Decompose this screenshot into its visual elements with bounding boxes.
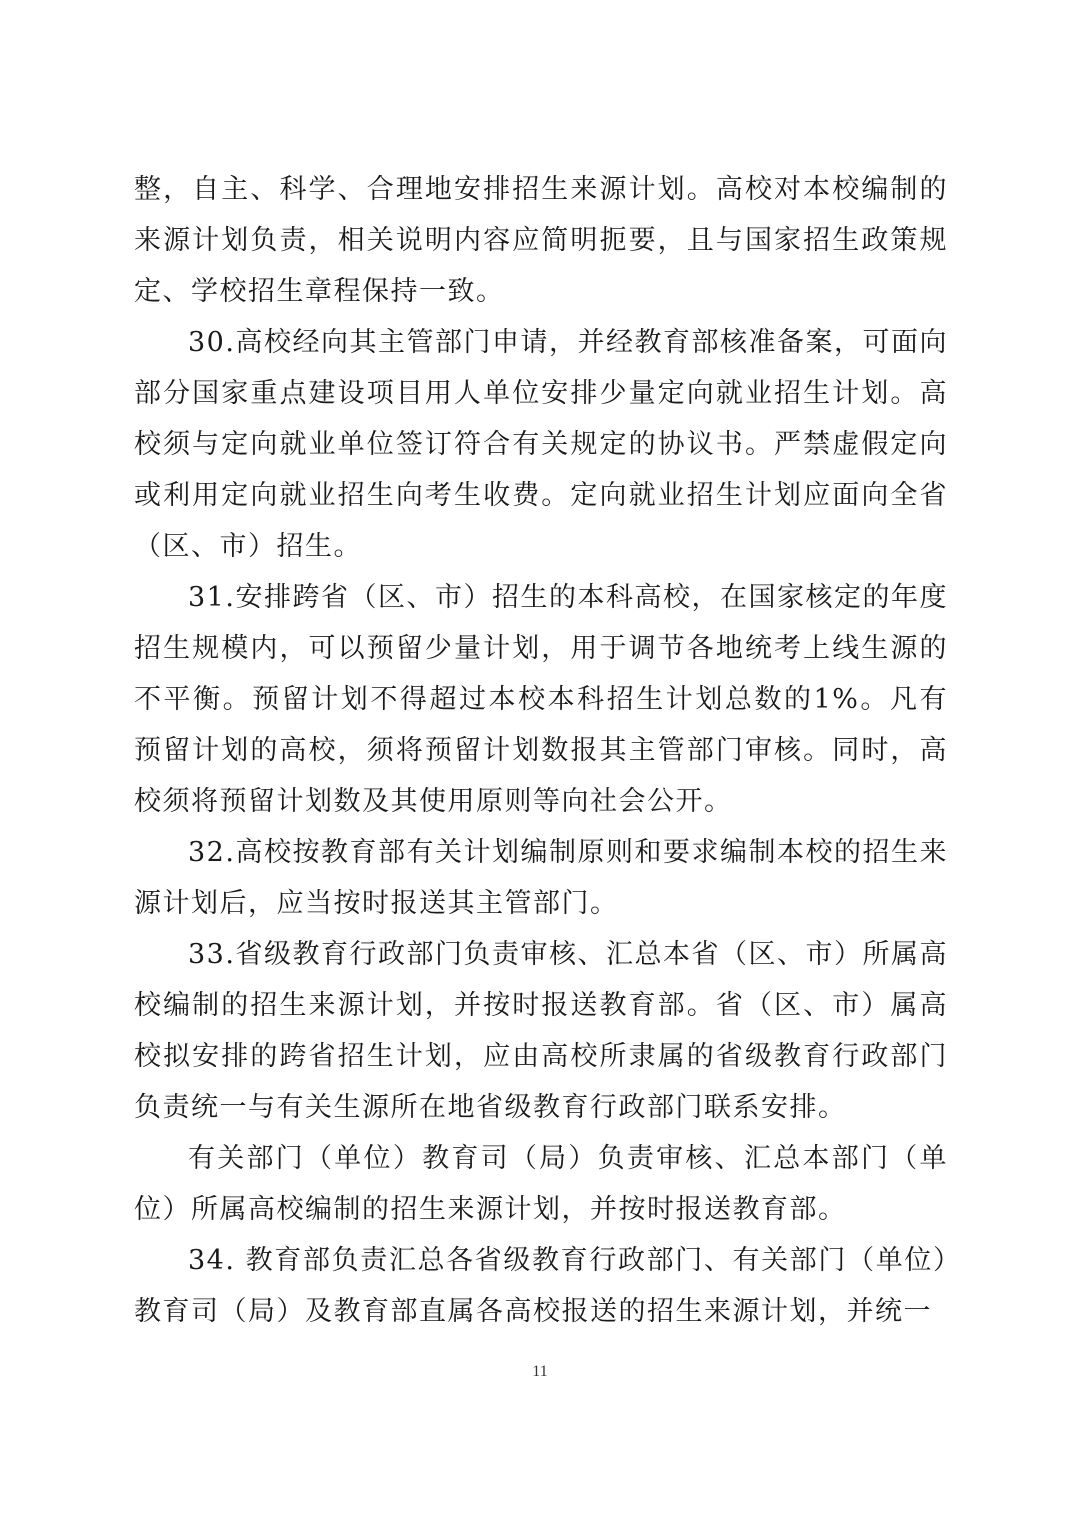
paragraph-continued: 整，自主、科学、合理地安排招生来源计划。高校对本校编制的来源计划负责，相关说明内容应简明扼要，且与国家招生政策规定、学校招生章程保持一致。 xyxy=(134,174,948,307)
paragraph-article-30: 30.高校经向其主管部门申请，并经教育部核准备案，可面向部分国家重点建设项目用人单位安排少量定向就业招生计划。高校须与定向就业单位签订符合有关规定的协议书。严禁虚假定向或利用定向就业招生向考生收费。定向就业招生计划应面向全省（区、市）招生。 xyxy=(134,327,948,562)
paragraph-article-33: 33.省级教育行政部门负责审核、汇总本省（区、市）所属高校编制的招生来源计划，并按时报送教育部。省（区、市）属高校拟安排的跨省招生计划，应由高校所隶属的省级教育行政部门负责统一与有关生源所在地省级教育行政部门联系安排。 xyxy=(134,939,948,1123)
document-body xyxy=(134,164,948,1344)
paragraph-article-33-departments: 有关部门（单位）教育司（局）负责审核、汇总本部门（单位）所属高校编制的招生来源计划，并按时报送教育部。 xyxy=(134,1143,948,1225)
paragraph-article-32: 32.高校按教育部有关计划编制原则和要求编制本校的招生来源计划后，应当按时报送其主管部门。 xyxy=(134,837,948,919)
paragraph-article-31: 31.安排跨省（区、市）招生的本科高校，在国家核定的年度招生规模内，可以预留少量计划，用于调节各地统考上线生源的不平衡。预留计划不得超过本校本科招生计划总数的1%。凡有预留计划的高校，须将预留计划数报其主管部门审核。同时，高校须将预留计划数及其使用原则等向社会公开。 xyxy=(134,582,948,817)
page-number: 11 xyxy=(532,1363,548,1380)
paragraph-article-34: 34. 教育部负责汇总各省级教育行政部门、有关部门（单位）教育司（局）及教育部直属各高校报送的招生来源计划，并统一 xyxy=(134,1245,948,1327)
